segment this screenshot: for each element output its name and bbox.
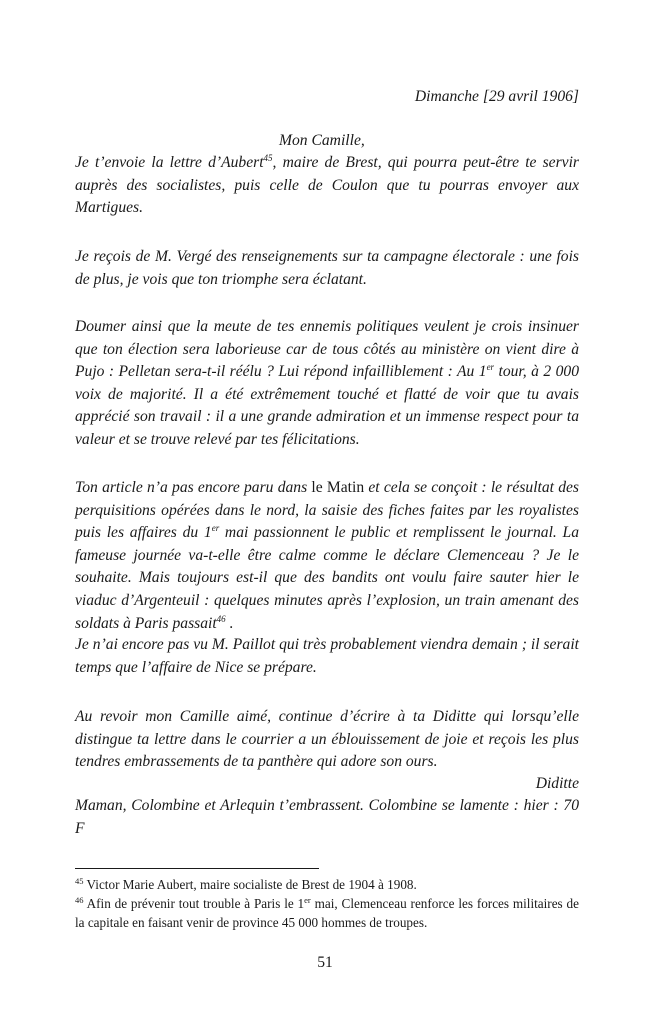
ordinal-suffix: er [486,362,495,373]
paragraph-text: Ton article n’a pas encore paru dans [75,479,312,496]
paragraph-text: et cela se conçoit : le résultat des perquisitions opérées dans le nord, la saisie des fiches faites par les royalistes puis les affaires du 1 [75,479,580,542]
paragraph-text: Doumer ainsi que la meute de tes ennemis politiques veulent je crois insinuer que ton élection sera laborieuse car de tous côtés au ministère on vient dire à Pujo : Pelletan sera-t-il réélu ? Lui répond infailliblement : Au 1 [75,318,579,381]
salutation: Mon Camille, [279,132,365,149]
footnote-45 [75,876,579,895]
footnote-ref-45[interactable]: 45 [263,153,273,163]
footnote-46 [75,895,579,932]
ordinal-suffix: er [304,895,311,905]
paragraph-postscript: Maman, Colombine et Arlequin t’embrassent. Colombine se lamente : hier : 70 F [75,797,579,837]
paragraph-text: , maire de Brest, qui pourra peut-être te servir auprès des socialistes, puis celle de Coulon que tu pourras envoyer aux Martigues. [75,154,579,217]
paragraph-text: . [225,614,234,632]
footnote-text: Afin de prévenir tout trouble à Paris le 1 [83,896,305,911]
footnote-number: 46 [75,895,84,905]
paragraph-text: mai passionnent le public et remplissent le journal. La fameuse journée va-t-elle être calme comme le déclare Clemenceau ? Je le souhaite. Mais toujours est-il que des bandits ont voulu faire sauter hier le viaduc d’Argenteuil : quelques minutes après l’explosion, un train amenant des soldats à Paris passait [75,524,579,632]
newspaper-name: le Matin [311,479,365,496]
paragraph-campagne: Je reçois de M. Vergé des renseignements sur ta campagne électorale : une fois de plus, je vois que ton triomphe sera éclatant. [75,248,579,288]
paragraph-text: tour, à 2 000 voix de majorité. Il a été extrêmement touché et flatté de voir que tu avais apprécié son travail : il a une grande admiration et un immense respect pour ta valeur et se trouve relevé par tes félicitations. [75,363,579,448]
page-number: 51 [317,954,333,971]
paragraph-text: Je t’envoie la lettre d’Aubert [75,154,264,171]
paragraph-paillot: Je n’ai encore pas vu M. Paillot qui très probablement viendra demain ; il serait temps que l’affaire de Nice se prépare. [75,636,579,676]
signature: Diditte [535,775,579,792]
paragraph-au-revoir: Au revoir mon Camille aimé, continue d’écrire à ta Diditte qui lorsqu’elle distingue ta lettre dans le courrier a un éblouissement de joie et reçois les plus tendres embrassements de ta panthère qui adore son ours. [75,708,579,771]
footnote-text: Victor Marie Aubert, maire socialiste de Brest de 1904 à 1908. [83,877,417,892]
footnote-divider [75,868,319,869]
footnote-number: 45 [75,876,84,886]
footnote-text: mai, Clemenceau renforce les forces militaires de la capitale en faisant venir de province 45 000 hommes de troupes. [75,896,579,930]
ordinal-suffix: er [211,523,220,534]
letter-date: Dimanche [29 avril 1906] [414,88,579,105]
paragraph-doumer [75,316,579,452]
paragraph-envoi [75,152,579,220]
paragraph-article [75,477,579,635]
footnote-ref-46[interactable]: 46 [216,613,226,624]
